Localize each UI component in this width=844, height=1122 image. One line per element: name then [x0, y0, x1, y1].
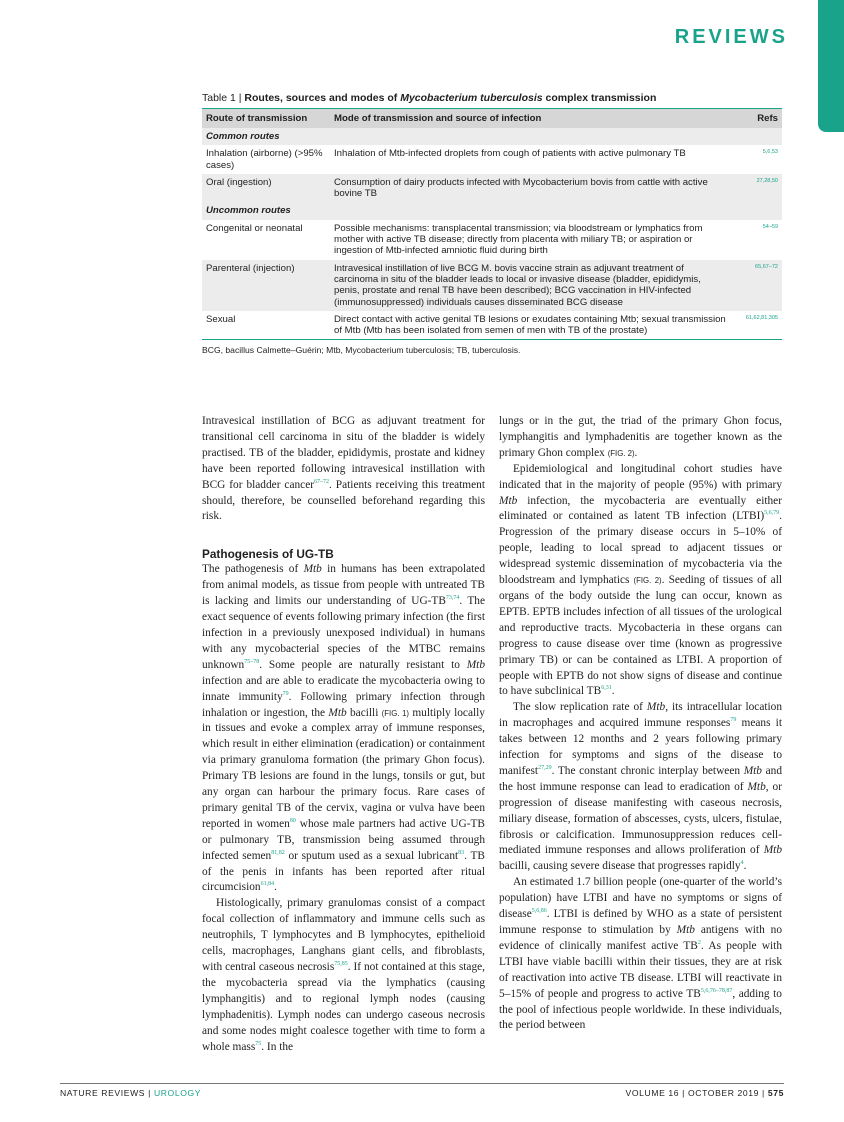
page-footer: NATURE REVIEWS | UROLOGY VOLUME 16 | OCTOBER 2019 | 575 [60, 1083, 784, 1088]
refs-cell[interactable]: 27,28,50 [730, 174, 782, 203]
route-cell: Congenital or neonatal [202, 220, 330, 260]
section-row-uncommon: Uncommon routes [202, 202, 782, 219]
paragraph: lungs or in the gut, the triad of the primary Ghon focus, lymphangitis and lymphadenitis are together known as the primary Ghon complex (FIG. 2). [499, 415, 782, 459]
transmission-table [202, 109, 782, 339]
journal-name: NATURE REVIEWS [60, 1088, 146, 1098]
table-1 [202, 92, 782, 355]
refs-cell[interactable]: 5,6,53 [730, 145, 782, 174]
section-heading: Pathogenesis of UG-TB [202, 547, 334, 562]
body-column-right [499, 414, 782, 1034]
column-header-mode: Mode of transmission and source of infection [330, 109, 730, 128]
route-cell: Parenteral (injection) [202, 260, 330, 311]
section-row-common: Common routes [202, 128, 782, 145]
route-cell: Oral (ingestion) [202, 174, 330, 203]
volume: VOLUME 16 [625, 1088, 680, 1098]
table-footnote: BCG, bacillus Calmette–Guérin; Mtb, Mycobacterium tuberculosis; TB, tuberculosis. [202, 339, 782, 355]
journal-section: UROLOGY [153, 1088, 202, 1098]
mode-cell: Consumption of dairy products infected with Mycobacterium bovis from cattle with active bovine TB [330, 174, 730, 203]
section-tab [818, 0, 844, 132]
route-cell: Inhalation (airborne) (>95% cases) [202, 145, 330, 174]
table-title: Table 1 | Routes, sources and modes of Mycobacterium tuberculosis complex transmission [202, 92, 782, 109]
paragraph: The pathogenesis of Mtb in humans has been extrapolated from animal models, as tissue from people with untreated TB is lacking and limits our understanding of UG-TB$^{73,74}$. The exact sequence of events following primary infection (the first infection in a previously unexposed individual) in humans with any mycobacterial species of the MTBC remains unknown$^{75-78}$. Some people are naturally resistant to Mtb infection and are able to eradicate the mycobacteria owing to innate immunity$^{79}$. Following primary infection through inhalation or ingestion, the Mtb bacilli (FIG. 1) multiply locally in tissues and evoke a complex array of immune responses, which result in either elimination (eradication) or containment via primary granuloma formation (the primary Ghon focus). Primary TB lesions are found in the lungs, tonsils or gut, but any organ can harbour the primary focus. Rare cases of primary genital TB of the cervix, vagina or vulva have been reported in women$^{80}$ whose male partners had active UG-TB or pulmonary TB, transmission being assumed through infected semen$^{81,82}$ or sputum used as a sexual lubricant$^{83}$. TB of the penis in infants has been reported after ritual circumcision$^{61,84}$. [202, 563, 485, 894]
refs-cell[interactable]: 65,67–72 [730, 260, 782, 311]
mode-cell: Inhalation of Mtb-infected droplets from cough of patients with active pulmonary TB [330, 145, 730, 174]
section-label: REVIEWS [674, 26, 788, 48]
paragraph: Intravesical instillation of BCG as adjuvant treatment for transitional cell carcinoma in situ of the bladder is widely practised. TB of the bladder, epididymis, prostate and kidney have been reported following intravesical instillation with BCG for bladder cancer$^{67-72}$. Patients receiving this treatment should, therefore, be counselled beforehand regarding this risk. [202, 415, 485, 523]
table-row [202, 220, 782, 260]
table-row [202, 145, 782, 174]
issue-date: OCTOBER 2019 [688, 1088, 760, 1098]
table-row [202, 311, 782, 340]
refs-cell[interactable]: 61,62,81,305 [730, 311, 782, 340]
mode-cell: Possible mechanisms: transplacental transmission; via bloodstream or lymphatics from mother with active TB disease; directly from placenta with miliary TB; or aspiration or ingestion of Mtb-infected amniotic fluid during birth [330, 220, 730, 260]
column-header-route: Route of transmission [202, 109, 330, 128]
paragraph: An estimated 1.7 billion people (one-quarter of the world’s population) have LTBI and have no symptoms or signs of disease$^{5,6,86}$. LTBI is defined by WHO as a state of persistent immune response to stimulation by Mtb antigens with no evidence of clinically manifest active $TB^2$. As people with LTBI have viable bacilli within their tissues, they are at risk of reactivation into active TB disease. LTBI will reactivate in 5–15% of people and progress to active TB$^{5,6,76-78,87}$, adding to the pool of infectious people worldwide. In these individuals, the period between [499, 876, 783, 1032]
paragraph: The slow replication rate of Mtb, its intracellular location in macrophages and acquired immune responses$^{79}$ means it takes between 12 months and 2 years following primary infection for symptoms and signs of the disease to manifest$^{27,29}$. The constant chronic interplay between Mtb and the host immune response can lead to eradication of Mtb, or progression of disease manifesting with caseous necrosis, miliary disease, formation of abscesses, cysts, ulcers, fistulae, fibrosis or calcification. Immunosuppression reduces cell-mediated immune responses and allows proliferation of Mtb bacilli, causing severe disease that progresses rapidly$^4$. [499, 701, 783, 873]
mode-cell: Direct contact with active genital TB lesions or exudates containing Mtb; sexual transmission of Mtb (Mtb has been isolated from semen of men with TB of the prostate) [330, 311, 730, 340]
refs-cell[interactable]: 54–59 [730, 220, 782, 260]
column-header-refs: Refs [730, 109, 782, 128]
paragraph: Epidemiological and longitudinal cohort studies have indicated that in the majority of people (95%) with primary Mtb infection, the mycobacteria are eventually either eliminated or contained as latent TB infection (LTBI)$^{5,6,79}$. Progression of the primary disease occurs in 5–10% of people, leading to local spread to adjacent tissues or widespread systemic dissemination of mycobacteria via the bloodstream and lymphatics (FIG. 2). Seeding of tissues of all organs of the body outside the lung can occur, known as EPTB. EPTB includes infection of all tissues of the urological and reproductive tracts. Mycobacteria in these organs can progress to cause disease over time (known as progressive primary TB) or can be contained as LTBI. A proportion of people with EPTB do not show signs of disease and continue to have subclinical TB$^{6,31}$. [499, 462, 783, 698]
mode-cell: Intravesical instillation of live BCG M. bovis vaccine strain as adjuvant treatment of carcinoma in situ of the bladder leads to local or invasive disease (bladder, epididymis, penis, prostate and renal TB have been described); BCG vaccination in HIV-infected (immunosuppressed) individuals causes disseminated BCG disease [330, 260, 730, 311]
page-number: 575 [767, 1088, 784, 1098]
table-row [202, 260, 782, 311]
table-row [202, 174, 782, 203]
paragraph: Histologically, primary granulomas consist of a compact focal collection of inflammatory and immune cells such as neutrophils, T lymphocytes and B lymphocytes, epithelioid cells, macrophages, Langhans giant cells, and fibroblasts, with central caseous necrosis$^{75,85}$. If not contained at this stage, the mycobacteria spread via the lymphatics (causing lymphangitis) and to regional lymph nodes (causing lymphadenitis). Lymph nodes can undergo caseous necrosis and some nodes might coalesce together with time to form a whole mass$^{75}$. In the [202, 897, 485, 1053]
body-column-left [202, 414, 485, 1055]
route-cell: Sexual [202, 311, 330, 340]
